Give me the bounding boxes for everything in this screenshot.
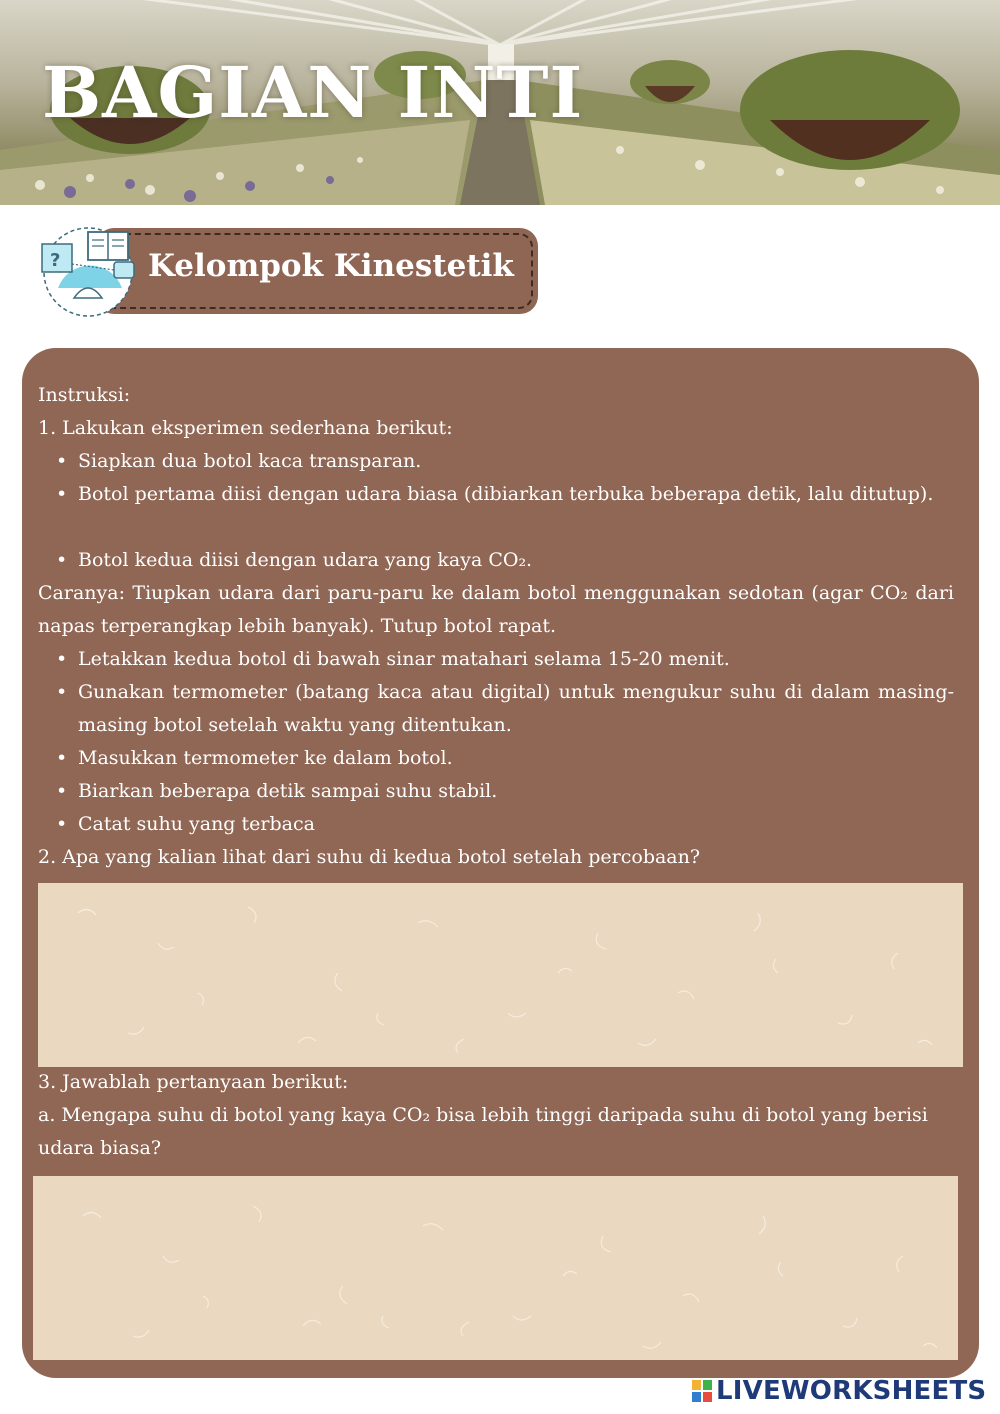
- paper-texture: [33, 1176, 958, 1360]
- answer-box-1[interactable]: [38, 883, 963, 1067]
- list-item: • Gunakan termometer (batang kaca atau digital) untuk mengukur suhu di dalam masing-masing botol setelah waktu yang ditentukan.: [56, 681, 954, 736]
- step-1: 1. Lakukan eksperimen sederhana berikut:: [38, 417, 453, 439]
- page-title: BAGIAN INTI: [42, 51, 584, 134]
- hero-banner: [0, 0, 1000, 205]
- list-item: • Masukkan termometer ke dalam botol.: [56, 747, 453, 769]
- section-badge: [96, 228, 538, 314]
- logo-text: LIVEWORKSHEETS: [716, 1376, 987, 1406]
- question-a: a. Mengapa suhu di botol yang kaya CO₂ bisa lebih tinggi daripada suhu di botol yang berisi udara biasa?: [38, 1104, 928, 1159]
- answer-box-2[interactable]: [33, 1176, 958, 1360]
- instructions-heading: Instruksi:: [38, 384, 131, 406]
- logo-mark-icon: [692, 1380, 712, 1402]
- list-item: • Letakkan kedua botol di bawah sinar matahari selama 15-20 menit.: [56, 648, 730, 670]
- list-item: • Siapkan dua botol kaca transparan.: [56, 450, 422, 472]
- step-2-question: 2. Apa yang kalian lihat dari suhu di kedua botol setelah percobaan?: [38, 846, 701, 868]
- list-item: • Botol kedua diisi dengan udara yang kaya CO₂.: [56, 549, 533, 571]
- list-item: • Biarkan beberapa detik sampai suhu stabil.: [56, 780, 498, 802]
- step-3: 3. Jawablah pertanyaan berikut:: [38, 1071, 349, 1093]
- paper-texture: [38, 883, 963, 1067]
- list-item: • Botol pertama diisi dengan udara biasa (dibiarkan terbuka beberapa detik, lalu ditutup).: [56, 483, 934, 505]
- section-label: Kelompok Kinestetik: [148, 248, 514, 284]
- svg-text:?: ?: [50, 250, 61, 271]
- learning-icon: [36, 222, 140, 318]
- method-text: Caranya: Tiupkan udara dari paru-paru ke dalam botol menggunakan sedotan (agar CO₂ dari napas terperangkap lebih banyak). Tutup botol rapat.: [38, 582, 954, 637]
- list-item: • Catat suhu yang terbaca: [56, 813, 315, 835]
